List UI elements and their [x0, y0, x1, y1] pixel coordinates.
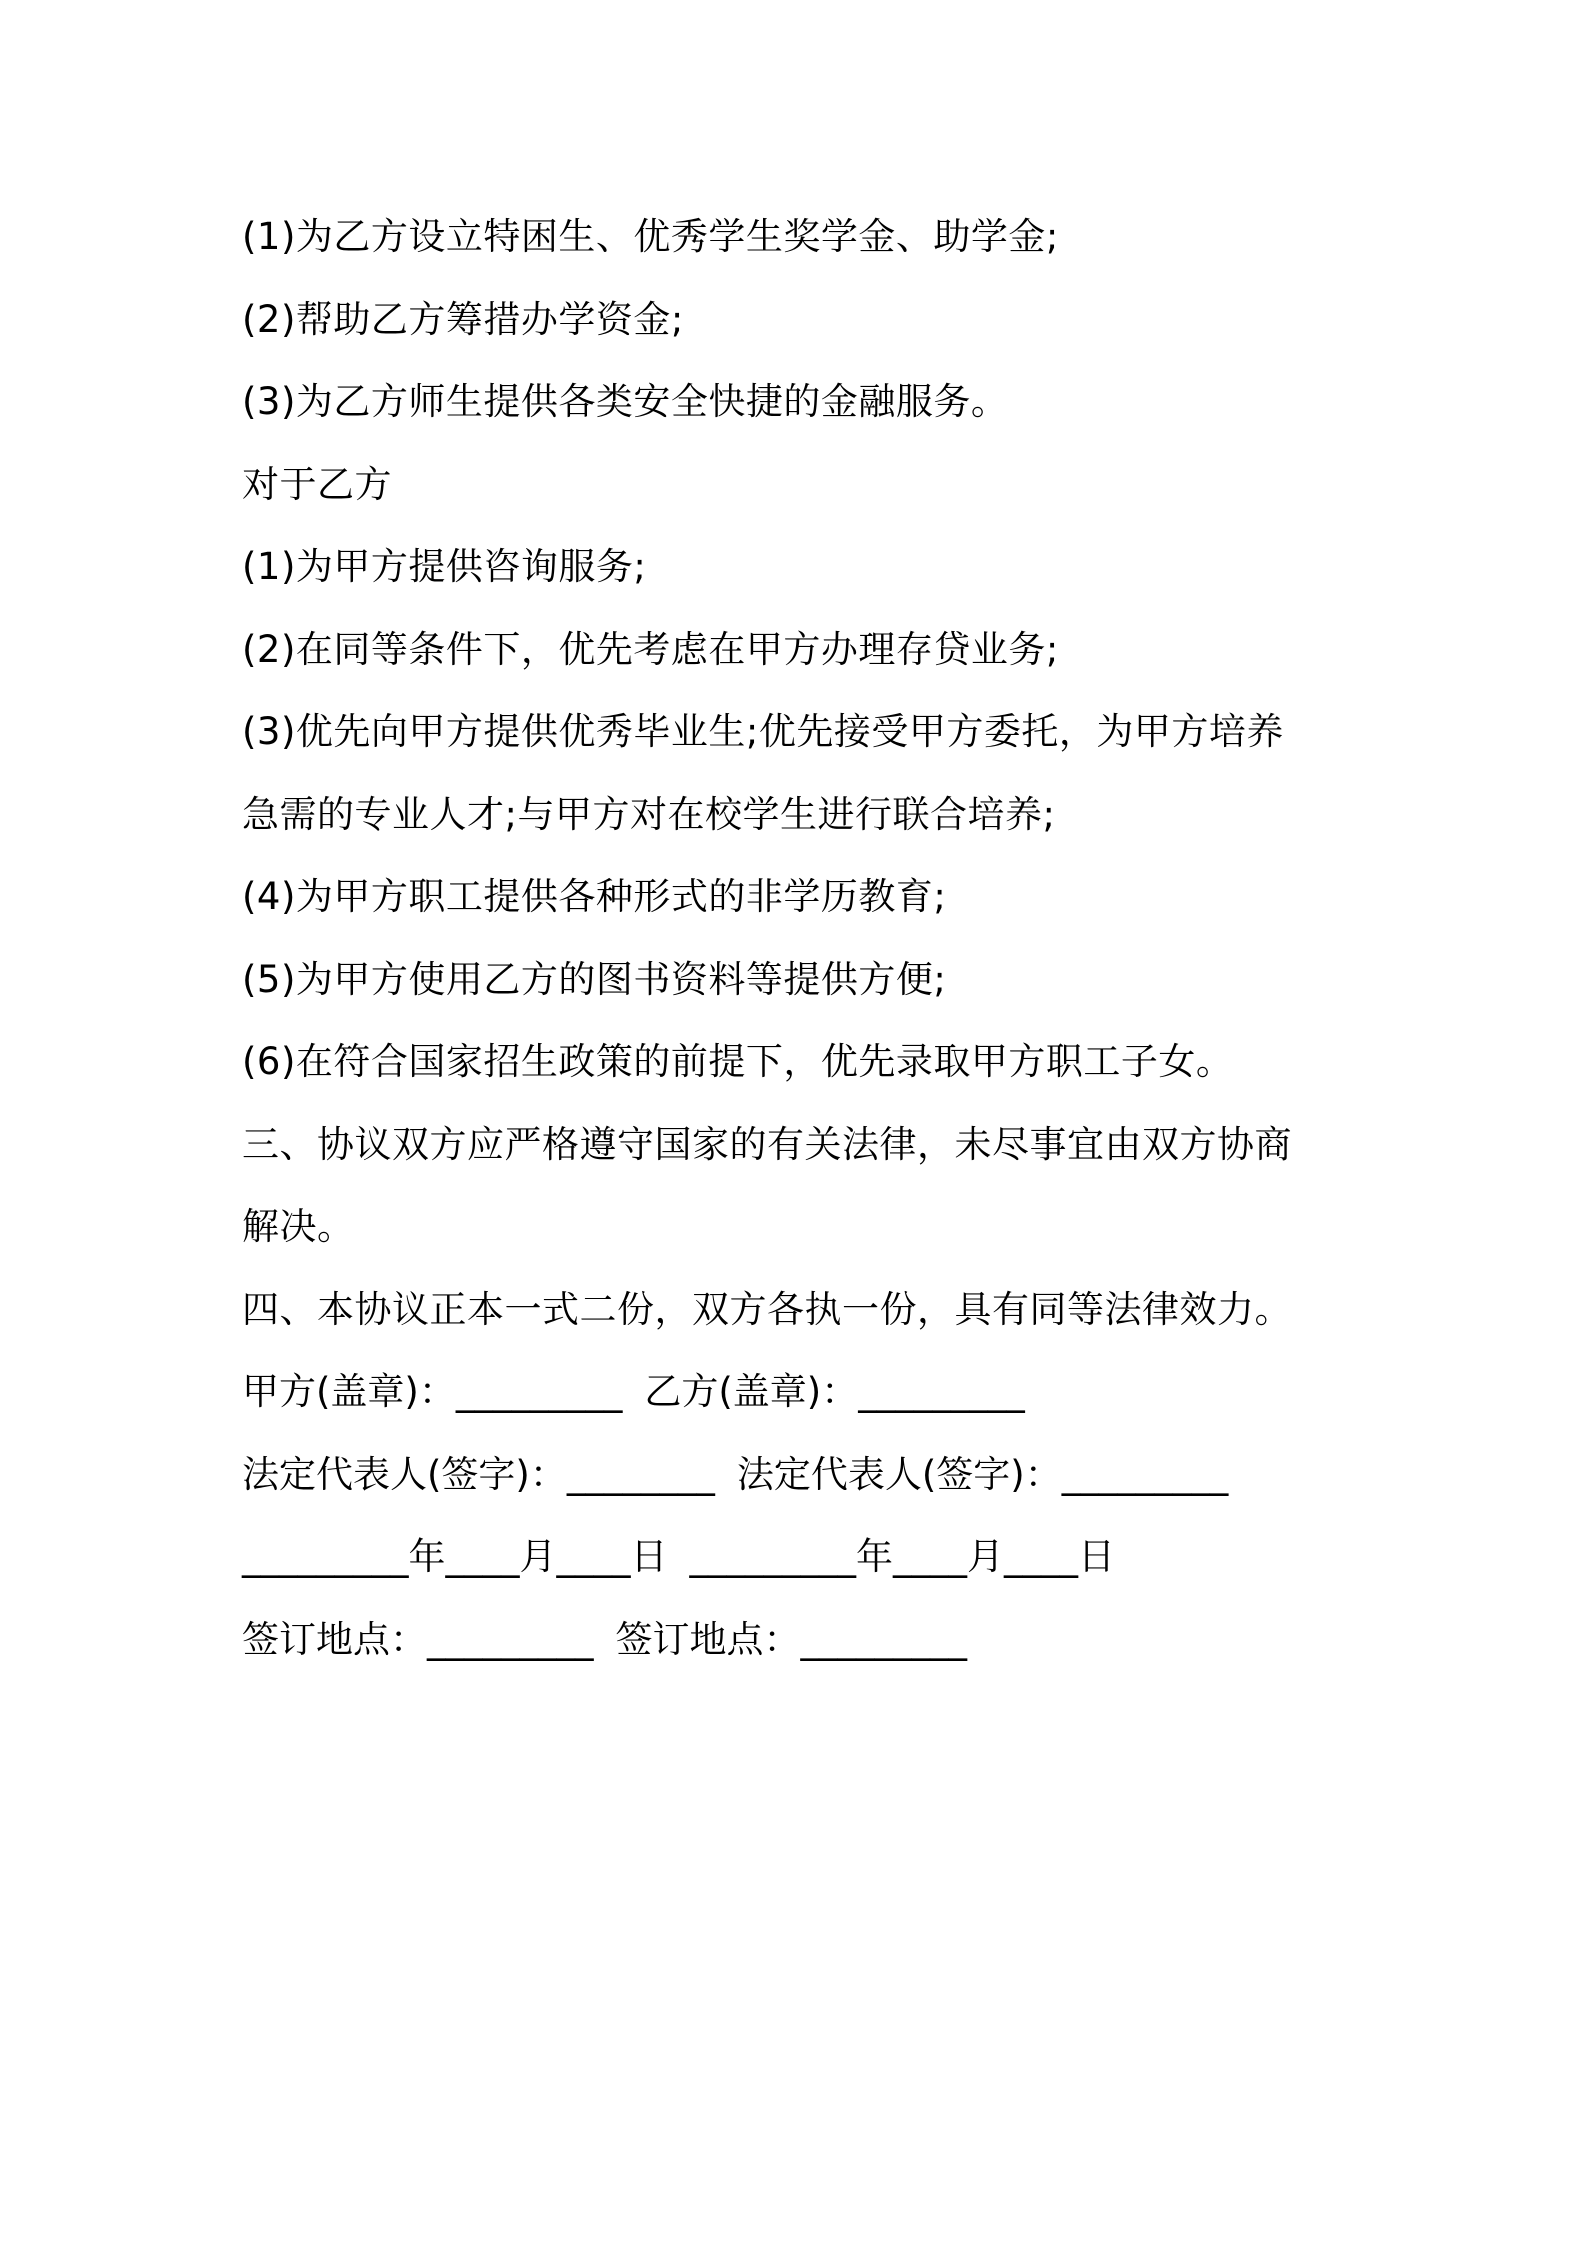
- place-row: [242, 1599, 1362, 1682]
- clause-b-3-line-1: (3)优先向甲方提供优秀毕业生;优先接受甲方委托，为甲方培养: [242, 710, 1284, 753]
- party-a-representative: 法定代表人(签字)：________: [242, 1452, 715, 1496]
- clause-a-2: (2)帮助乙方筹措办学资金;: [242, 297, 684, 341]
- clause-b-6: (6)在符合国家招生政策的前提下，优先录取甲方职工子女。: [242, 1040, 1234, 1083]
- seal-row: [242, 1351, 1362, 1434]
- clause-b-5: (5)为甲方使用乙方的图书资料等提供方便;: [242, 957, 947, 1001]
- clause-b-2: (2)在同等条件下，优先考虑在甲方办理存贷业务;: [242, 627, 1059, 671]
- clause-a-1: (1)为乙方设立特困生、优秀学生奖学金、助学金;: [242, 215, 1059, 258]
- clause-a-3: (3)为乙方师生提供各类安全快捷的金融服务。: [242, 380, 1009, 423]
- party-a-seal: 甲方(盖章)：_________: [242, 1370, 623, 1413]
- article-4: 四、本协议正本一式二份，双方各执一份，具有同等法律效力。: [242, 1287, 1292, 1331]
- clause-b-4: (4)为甲方职工提供各种形式的非学历教育;: [242, 875, 947, 918]
- party-b-place: 签订地点：_________: [615, 1617, 967, 1661]
- date-row: [242, 1516, 1362, 1599]
- article-3-line-2: 解决。: [242, 1205, 355, 1248]
- party-a-place: 签订地点：_________: [242, 1617, 594, 1661]
- party-a-date: _________年____月____日: [242, 1535, 668, 1578]
- section-heading-party-b: 对于乙方: [242, 462, 392, 506]
- document-body: [242, 196, 1362, 1681]
- clause-b-3-line-2: 急需的专业人才;与甲方对在校学生进行联合培养;: [242, 792, 1056, 836]
- party-b-seal: 乙方(盖章)：_________: [644, 1370, 1025, 1413]
- party-b-representative: 法定代表人(签字)：_________: [736, 1452, 1229, 1496]
- representative-row: [242, 1434, 1362, 1517]
- clause-b-1: (1)为甲方提供咨询服务;: [242, 545, 647, 588]
- party-b-date: _________年____月____日: [689, 1535, 1115, 1578]
- article-3-line-1: 三、协议双方应严格遵守国家的有关法律，未尽事宜由双方协商: [242, 1122, 1292, 1166]
